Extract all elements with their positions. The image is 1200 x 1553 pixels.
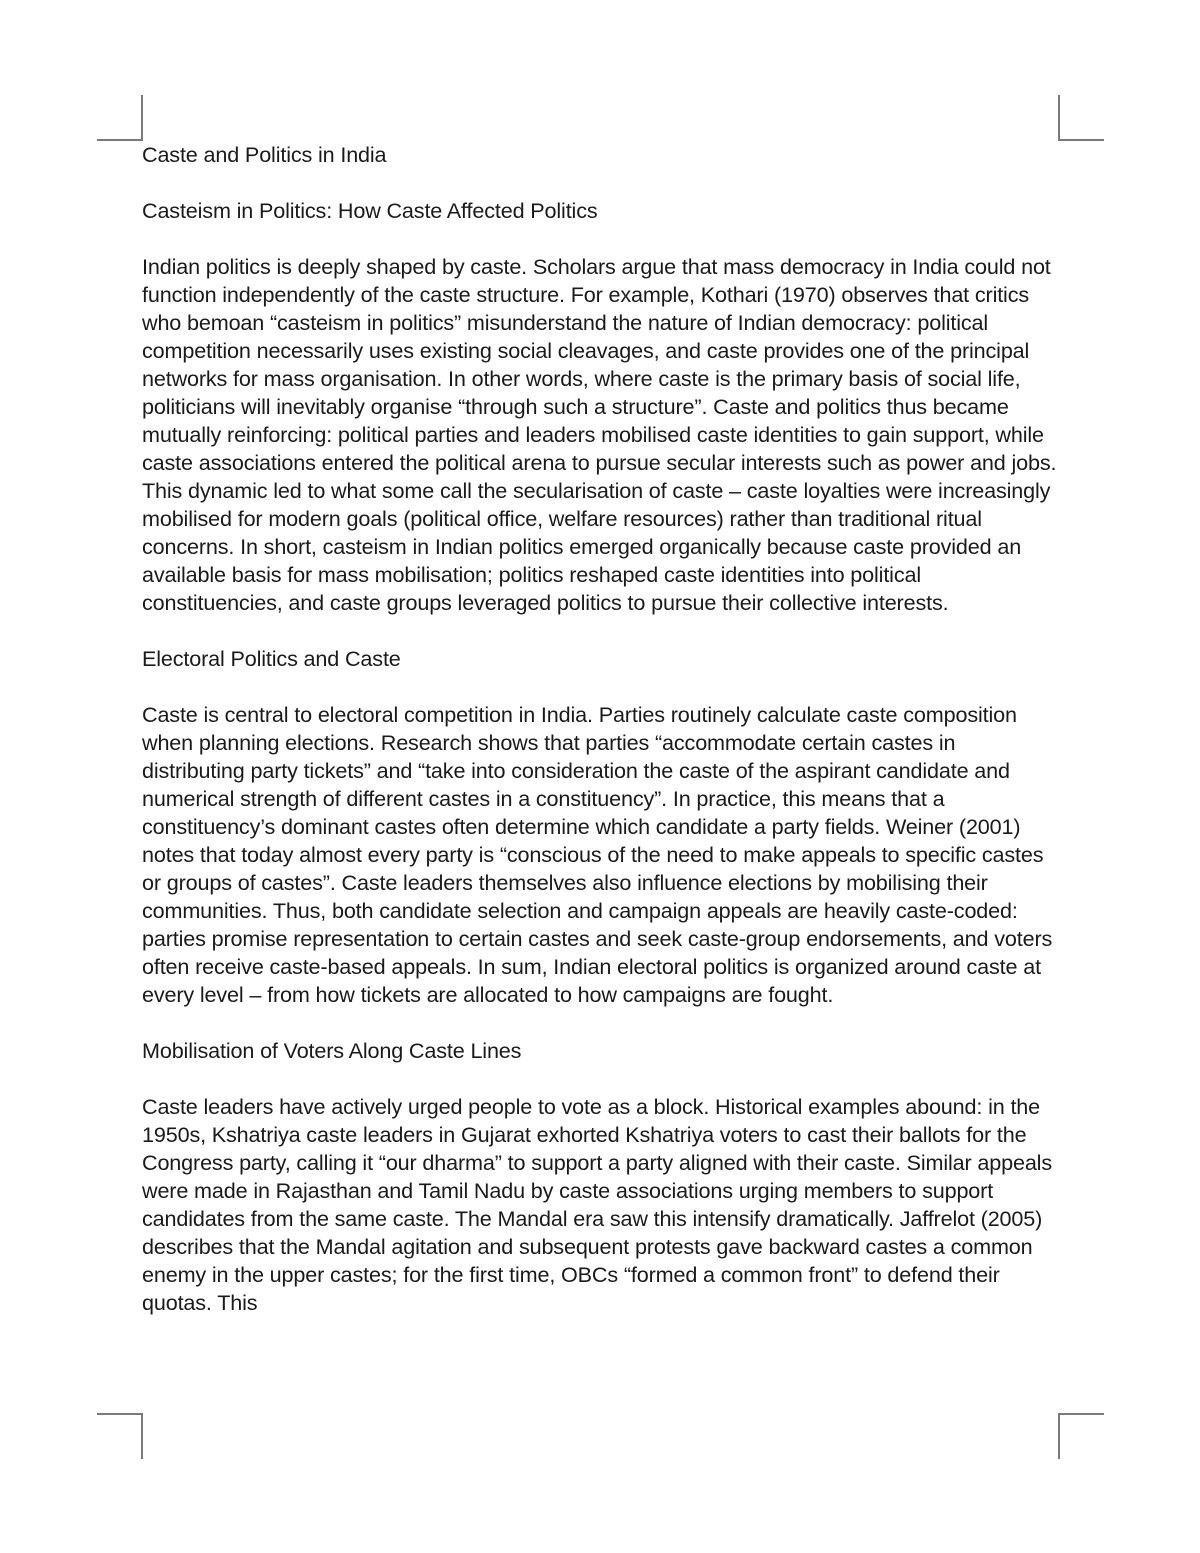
crop-mark-top-right: [1058, 95, 1104, 141]
section-paragraph: Caste leaders have actively urged people to vote as a block. Historical examples abound: in the 1950s, Kshatriya caste leaders in Gujarat exhorted Kshatriya voters to cast their ballots for the Congress party, calling it “our dharma” to support a party aligned with their caste. Similar appeals were made in Rajasthan and Tamil Nadu by caste associations urging members to support candidates from the same caste. The Mandal era saw this intensify dramatically. Jaffrelot (2005) describes that the Mandal agitation and subsequent protests gave backward castes a common enemy in the upper castes; for the first time, OBCs “formed a common front” to defend their quotas. This: [142, 1094, 1052, 1315]
document-body: [142, 141, 1062, 1317]
document-title: Caste and Politics in India: [142, 142, 387, 167]
crop-mark-top-left: [97, 95, 143, 141]
crop-mark-bottom-left: [97, 1413, 143, 1459]
section-heading: Electoral Politics and Caste: [142, 646, 401, 671]
section-heading: Mobilisation of Voters Along Caste Lines: [142, 1038, 522, 1063]
section-paragraph: Caste is central to electoral competition in India. Parties routinely calculate caste composition when planning elections. Research shows that parties “accommodate certain castes in distributing party tickets” and “take into consideration the caste of the aspirant candidate and numerical strength of different castes in a constituency”. In practice, this means that a constituency’s dominant castes often determine which candidate a party fields. Weiner (2001) notes that today almost every party is “conscious of the need to make appeals to specific castes or groups of castes”. Caste leaders themselves also influence elections by mobilising their communities. Thus, both candidate selection and campaign appeals are heavily caste-coded: parties promise representation to certain castes and seek caste-group endorsements, and voters often receive caste-based appeals. In sum, Indian electoral politics is organized around caste at every level – from how tickets are allocated to how campaigns are fought.: [142, 702, 1053, 1007]
section-heading: Casteism in Politics: How Caste Affected Politics: [142, 198, 598, 223]
crop-mark-bottom-right: [1058, 1413, 1104, 1459]
section-paragraph: Indian politics is deeply shaped by caste. Scholars argue that mass democracy in India could not function independently of the caste structure. For example, Kothari (1970) observes that critics who bemoan “casteism in politics” misunderstand the nature of Indian democracy: political competition necessarily uses existing social cleavages, and caste provides one of the principal networks for mass organisation. In other words, where caste is the primary basis of social life, politicians will inevitably organise “through such a structure”. Caste and politics thus became mutually reinforcing: political parties and leaders mobilised caste identities to gain support, while caste associations entered the political arena to pursue secular interests such as power and jobs. This dynamic led to what some call the secularisation of caste – caste loyalties were increasingly mobilised for modern goals (political office, welfare resources) rather than traditional ritual concerns. In short, casteism in Indian politics emerged organically because caste provided an available basis for mass mobilisation; politics reshaped caste identities into political constituencies, and caste groups leveraged politics to pursue their collective interests.: [142, 254, 1057, 615]
